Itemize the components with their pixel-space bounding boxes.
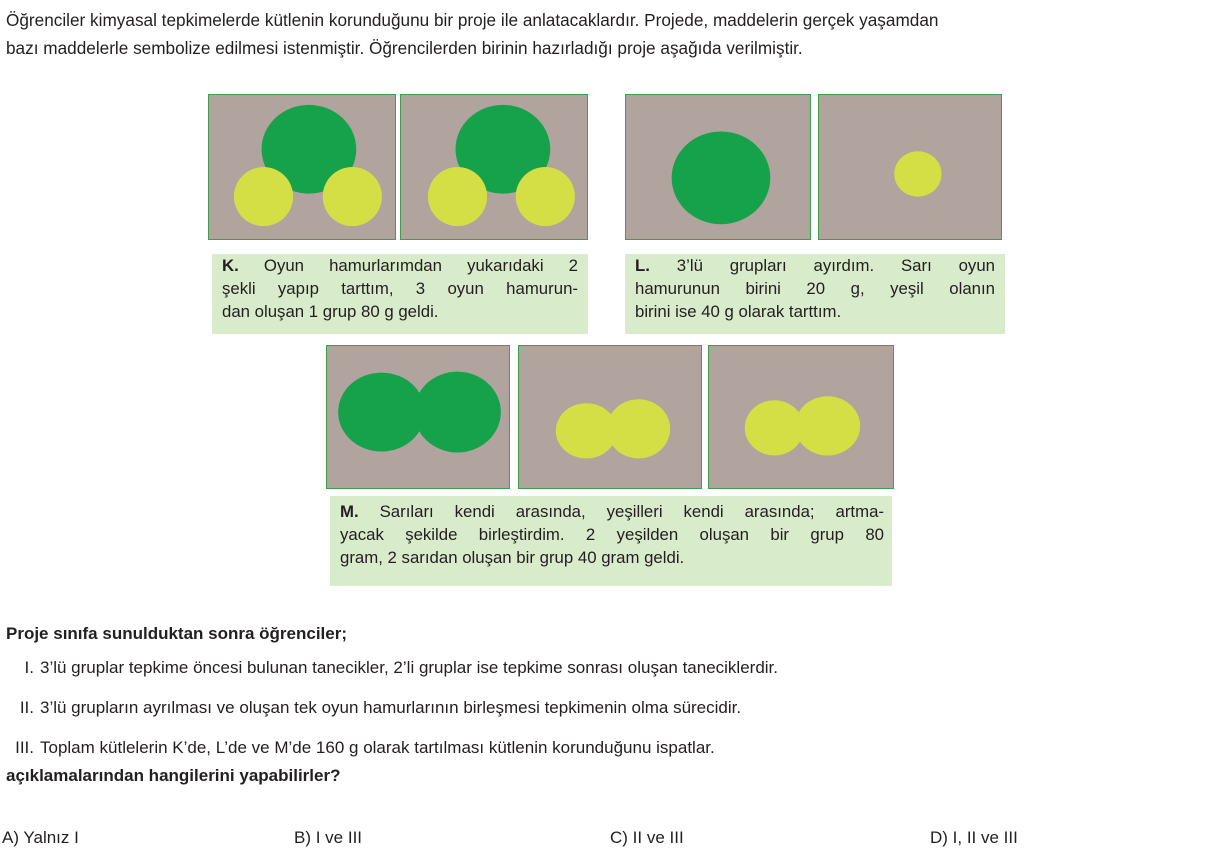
caption-k-label: K. (222, 256, 239, 275)
photo-m-1 (326, 345, 510, 489)
statement-1-num: I. (24, 658, 34, 677)
statement-1 (6, 648, 1206, 688)
question-title: Proje sınıfa sunulduktan sonra öğrenciler; (6, 624, 348, 643)
option-c[interactable]: C) II ve III (610, 828, 684, 847)
answer-options (0, 823, 1208, 853)
caption-l-label: L. (635, 256, 650, 275)
option-a[interactable]: A) Yalnız I (2, 828, 79, 847)
green-dough (338, 373, 425, 452)
statement-2 (6, 688, 1206, 728)
caption-l-line-1: 3’lü grupları ayırdım. Sarı oyun (676, 256, 995, 275)
yellow-dough (428, 167, 487, 226)
statement-2-text: 3’lü grupların ayrılması ve oluşan tek oyun hamurlarının birleşmesi tepkimenin olma sürecidir. (40, 698, 742, 717)
yellow-dough (234, 167, 293, 226)
yellow-dough (607, 399, 670, 458)
caption-k-line-2: şekli yapıp tarttım, 3 oyun hamurun- (222, 279, 578, 298)
caption-m-line-1: Sarıları kendi arasında, yeşilleri kendi arasında; artma- (379, 502, 884, 521)
photo-m-2 (518, 345, 702, 489)
caption-k (212, 254, 588, 334)
caption-l-line-3: birini ise 40 g olarak tarttım. (635, 302, 842, 321)
green-dough (414, 372, 501, 453)
question (6, 620, 1206, 790)
intro-line-1: Öğrenciler kimyasal tepkimelerde kütlenin korunduğunu bir proje ile anlatacaklardır. Projede, maddelerin gerçek yaşamdan (6, 10, 939, 30)
intro-line-2: bazı maddelerle sembolize edilmesi istenmiştir. Öğrencilerden birinin hazırladığı proje aşağıda verilmiştir. (6, 38, 803, 58)
option-b[interactable]: B) I ve III (294, 828, 363, 847)
caption-k-line-1: Oyun hamurlarımdan yukarıdaki 2 (263, 256, 578, 275)
photo-k-1 (208, 94, 396, 240)
statement-3-text: Toplam kütlelerin K’de, L’de ve M’de 160 g olarak tartılması kütlenin korunduğunu ispatlar. (40, 738, 715, 757)
photo-l-2 (818, 94, 1002, 240)
yellow-dough (894, 151, 941, 196)
caption-m-line-2: yacak şekilde birleştirdim. 2 yeşilden oluşan bir grup 80 (340, 525, 884, 544)
yellow-dough (516, 167, 575, 226)
green-dough (672, 131, 771, 224)
yellow-dough (323, 167, 382, 226)
caption-l (625, 254, 1005, 334)
yellow-dough (795, 396, 860, 455)
caption-m-label: M. (340, 502, 359, 521)
photo-m-3 (708, 345, 894, 489)
option-d[interactable]: D) I, II ve III (930, 828, 1018, 847)
caption-m (330, 496, 892, 586)
intro-text (6, 6, 1206, 62)
statement-3-num: III. (15, 738, 34, 757)
caption-l-line-2: hamurunun birini 20 g, yeşil olanın (635, 279, 995, 298)
question-ending: açıklamalarından hangilerini yapabilirler? (6, 766, 341, 785)
photo-l-1 (625, 94, 811, 240)
yellow-dough (745, 400, 804, 455)
photo-k-2 (400, 94, 588, 240)
statement-2-num: II. (19, 698, 34, 717)
statement-1-text: 3’lü gruplar tepkime öncesi bulunan tanecikler, 2’li gruplar ise tepkime sonrası oluşan taneciklerdir. (40, 658, 779, 677)
caption-k-line-3: dan oluşan 1 grup 80 g geldi. (222, 302, 439, 321)
caption-m-line-3: gram, 2 sarıdan oluşan bir grup 40 gram geldi. (340, 548, 685, 567)
